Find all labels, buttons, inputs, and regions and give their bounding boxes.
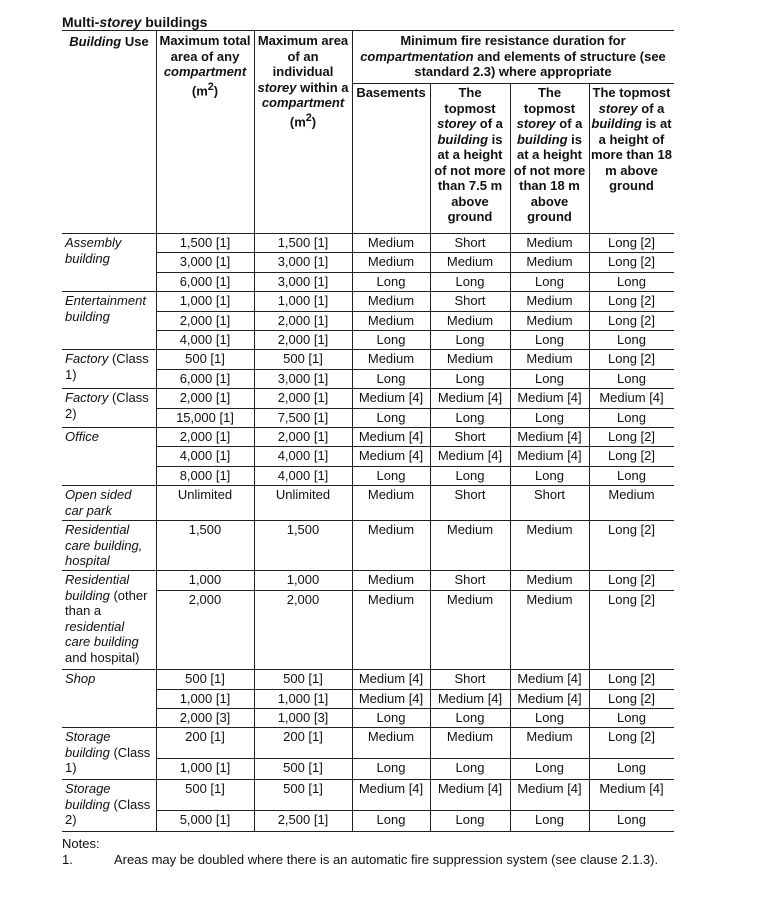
grid-line (156, 388, 157, 427)
grid-line (156, 520, 157, 570)
height-over-18m-cell: Long [2] (608, 448, 655, 463)
height-over-18m-cell: Medium (608, 487, 655, 502)
grid-line (156, 31, 157, 233)
grid-line (510, 485, 511, 520)
text-run: is at a height of not more than 7.5 m above ground (434, 131, 506, 224)
grid-line (589, 520, 590, 570)
basements-cell: Medium [4] (358, 691, 424, 706)
building-use-label (62, 669, 156, 727)
storey-area-cell: 500 [1] (283, 671, 323, 686)
height-18m-cell: Long (535, 710, 564, 725)
grid-line (430, 83, 431, 233)
height-7-5m-cell: Short (454, 235, 486, 250)
text-run: and hospital) (65, 649, 140, 665)
text-run: Storage building (65, 729, 111, 760)
text-run: ) (213, 82, 219, 98)
storey-area-cell: 3,000 [1] (277, 274, 329, 289)
height-over-18m-cell: Long [2] (608, 592, 655, 607)
height-18m-cell: Medium [4] (517, 448, 582, 463)
grid-line (510, 570, 511, 669)
basements-cell: Medium [4] (358, 390, 424, 405)
text-run: of a (555, 116, 583, 131)
grid-line (254, 233, 255, 291)
grid-line (589, 570, 590, 669)
note-item (62, 852, 702, 868)
height-over-18m-cell: Long [2] (608, 254, 655, 269)
grid-line (156, 669, 157, 727)
text-run: ) (311, 113, 317, 129)
text-run: The topmost (523, 85, 576, 116)
height-over-18m-cell: Long [2] (608, 235, 655, 250)
height-over-18m-cell: Long [2] (608, 572, 655, 587)
text-run: Maximum total area of any (159, 33, 251, 64)
page-title: Multi-storey buildings (62, 14, 208, 30)
storey-area-cell: 2,000 [1] (277, 429, 329, 444)
total-area-cell: 2,000 [1] (179, 390, 231, 405)
height-7-5m-cell: Medium (446, 522, 494, 537)
total-area-cell: 5,000 [1] (179, 812, 231, 827)
basements-cell: Long (376, 710, 406, 725)
grid-line (352, 570, 353, 669)
total-area-cell: 1,500 (188, 522, 222, 537)
grid-line (430, 233, 431, 291)
building-use-label (62, 779, 156, 831)
height-7-5m-cell: Medium [4] (437, 448, 503, 463)
height-over-18m-cell: Long [2] (608, 293, 655, 308)
height-over-18m-cell: Long (617, 812, 646, 827)
height-7-5m-cell: Long (455, 812, 485, 827)
grid-line (352, 779, 353, 831)
storey-area-cell: 3,000 [1] (277, 254, 329, 269)
text-run: is at a height of not more than 18 m above ground (513, 131, 586, 224)
storey-area-cell: 1,000 [3] (277, 710, 329, 725)
total-area-cell: Unlimited (177, 487, 233, 502)
total-area-cell: 1,000 (188, 572, 222, 587)
height-over-18m-cell: Long (617, 410, 646, 425)
text-run: Basements (356, 85, 426, 100)
grid-line (430, 727, 431, 779)
storey-area-cell: 1,500 [1] (277, 235, 329, 250)
building-use-label (62, 520, 156, 570)
grid-line (589, 727, 590, 779)
text-run: Shop (65, 671, 96, 686)
text-run: of a (476, 116, 503, 131)
height-18m-cell: Long (535, 410, 564, 425)
total-area-cell: 3,000 [1] (179, 254, 231, 269)
height-over-18m-cell: Long (617, 371, 646, 386)
grid-line (156, 727, 157, 779)
grid-line (589, 349, 590, 388)
text-run: (Class 2) (65, 390, 149, 421)
text-run: The topmost (444, 85, 496, 116)
grid-line (352, 485, 353, 520)
text-run: 2 (207, 80, 214, 93)
storey-area-cell: 2,000 [1] (277, 332, 329, 347)
grid-line (510, 388, 511, 427)
grid-line (156, 349, 157, 388)
grid-line (430, 779, 431, 831)
basements-cell: Medium (367, 235, 415, 250)
height-7-5m-cell: Medium (446, 351, 494, 366)
height-18m-cell: Medium (526, 293, 573, 308)
grid-line (430, 349, 431, 388)
grid-line (352, 727, 353, 779)
height-18m-cell: Medium [4] (517, 671, 582, 686)
grid-line (430, 520, 431, 570)
basements-cell: Medium [4] (358, 429, 424, 444)
total-area-cell: 4,000 [1] (179, 332, 231, 347)
height-7-5m-cell: Medium [4] (437, 390, 503, 405)
grid-line (352, 291, 353, 349)
grid-line (352, 349, 353, 388)
text-run: within a (296, 79, 349, 95)
text-run: Minimum fire resistance duration for (400, 33, 626, 48)
text-run: Entertainment building (65, 293, 146, 324)
total-area-cell: 15,000 [1] (176, 410, 234, 425)
text-run: building (437, 131, 489, 147)
text-run: compartment (261, 95, 345, 110)
total-area-cell: 2,000 [1] (179, 313, 231, 328)
grid-line (510, 83, 511, 233)
grid-line (352, 31, 353, 233)
text-run: Open sided car park (65, 487, 132, 518)
grid-line (510, 727, 511, 779)
height-18m-cell: Long (535, 760, 564, 775)
basements-cell: Medium (367, 254, 415, 269)
storey-area-cell: 1,000 (286, 572, 320, 587)
text-run: storey (257, 79, 297, 95)
grid-line (589, 669, 590, 727)
grid-line (430, 291, 431, 349)
basements-cell: Medium [4] (358, 671, 424, 686)
text-run: storey (437, 116, 477, 131)
height-18m-cell: Long (535, 274, 564, 289)
basements-cell: Medium (367, 522, 415, 537)
total-area-cell: 500 [1] (185, 351, 225, 366)
storey-area-cell: 2,500 [1] (277, 812, 329, 827)
storey-area-cell: 500 [1] (283, 781, 323, 796)
text-run: is at a height of more than 18 m above ground (591, 116, 672, 193)
height-18m-cell: Medium (526, 729, 573, 744)
basements-cell: Medium [4] (358, 448, 424, 463)
height-over-18m-cell: Long (617, 710, 646, 725)
height-18m-cell: Medium (526, 592, 573, 607)
basements-cell: Long (376, 274, 406, 289)
storey-area-cell: 3,000 [1] (277, 371, 329, 386)
text-run: of a (637, 100, 665, 116)
total-area-cell: 2,000 [3] (179, 710, 231, 725)
basements-cell: Long (376, 410, 406, 425)
building-use-label (62, 570, 156, 669)
text-run: (m (191, 82, 208, 98)
height-18m-cell: Medium (526, 522, 573, 537)
basements-cell: Long (376, 760, 406, 775)
notes-section (62, 836, 702, 868)
basements-cell: Medium (367, 729, 415, 744)
basements-cell: Medium (367, 351, 415, 366)
notes-heading: Notes: (62, 836, 100, 851)
grid-line (430, 427, 431, 485)
total-area-cell: 2,000 (188, 592, 222, 607)
text-run: Factory (65, 390, 109, 405)
height-18m-cell: Long (535, 371, 564, 386)
fire-resistance-table (62, 30, 674, 835)
height-18m-cell: Medium [4] (517, 781, 582, 796)
basements-cell: Medium (367, 592, 415, 607)
height-over-18m-cell: Medium [4] (599, 390, 664, 405)
height-7-5m-cell: Short (454, 429, 486, 444)
text-run: compartment (163, 64, 247, 79)
height-18m-cell: Short (533, 487, 566, 502)
height-over-18m-cell: Long (617, 332, 646, 347)
grid-line (62, 831, 674, 832)
text-run: storey (516, 116, 556, 131)
grid-line (430, 388, 431, 427)
grid-line (254, 520, 255, 570)
basements-cell: Medium (367, 487, 415, 502)
text-run: and elements of structure (see standard 2.3) where appropriate (414, 48, 666, 79)
grid-line (510, 779, 511, 831)
basements-cell: Medium [4] (358, 781, 424, 796)
height-18m-cell: Medium [4] (517, 390, 582, 405)
height-18m-cell: Medium (526, 235, 573, 250)
height-over-18m-cell: Long (617, 274, 646, 289)
text-run: Building (69, 34, 122, 49)
building-use-label (62, 485, 156, 520)
basements-cell: Long (376, 468, 406, 483)
column-header-height-over-18m (589, 83, 674, 233)
storey-area-cell: 2,000 (286, 592, 320, 607)
storey-area-cell: 2,000 [1] (277, 390, 329, 405)
text-run: The topmost (592, 85, 671, 100)
height-over-18m-cell: Long (617, 468, 646, 483)
grid-line (589, 233, 590, 291)
height-7-5m-cell: Long (455, 760, 485, 775)
grid-line (352, 520, 353, 570)
text-run: 2 (305, 111, 312, 124)
basements-cell: Long (376, 812, 406, 827)
storey-area-cell: 200 [1] (283, 729, 323, 744)
storey-area-cell: 7,500 [1] (277, 410, 329, 425)
grid-line (352, 427, 353, 485)
total-area-cell: 1,000 [1] (179, 691, 231, 706)
text-run: storey (598, 100, 638, 116)
basements-cell: Medium (367, 313, 415, 328)
height-over-18m-cell: Long [2] (608, 351, 655, 366)
height-7-5m-cell: Long (455, 371, 485, 386)
storey-area-cell: 1,000 [1] (277, 691, 329, 706)
building-use-label (62, 727, 156, 779)
basements-cell: Long (376, 371, 406, 386)
column-header-total-area (156, 31, 254, 233)
grid-line (156, 233, 157, 291)
grid-line (510, 427, 511, 485)
storey-area-cell: 500 [1] (283, 351, 323, 366)
height-7-5m-cell: Medium [4] (437, 781, 503, 796)
note-number: 1. (62, 852, 73, 867)
height-7-5m-cell: Short (454, 572, 486, 587)
document-page (62, 14, 674, 835)
total-area-cell: 1,500 [1] (179, 235, 231, 250)
grid-line (589, 779, 590, 831)
height-18m-cell: Long (535, 468, 564, 483)
height-7-5m-cell: Long (455, 710, 485, 725)
height-over-18m-cell: Long [2] (608, 522, 655, 537)
grid-line (156, 570, 157, 669)
column-header-height-18m (510, 83, 589, 233)
total-area-cell: 6,000 [1] (179, 371, 231, 386)
height-over-18m-cell: Long (617, 760, 646, 775)
building-use-label (62, 388, 156, 427)
text-run: Office (65, 429, 99, 444)
storey-area-cell: 1,000 [1] (277, 293, 329, 308)
height-18m-cell: Medium [4] (517, 691, 582, 706)
height-18m-cell: Medium (526, 313, 573, 328)
column-header-height-7-5m (430, 83, 510, 233)
height-7-5m-cell: Long (455, 468, 485, 483)
height-18m-cell: Medium [4] (517, 429, 582, 444)
height-7-5m-cell: Medium (446, 313, 494, 328)
grid-line (352, 388, 353, 427)
grid-line (510, 233, 511, 291)
height-7-5m-cell: Short (454, 487, 486, 502)
grid-line (589, 83, 590, 233)
text-run: compartmentation (360, 48, 474, 64)
total-area-cell: 2,000 [1] (179, 429, 231, 444)
total-area-cell: 1,000 [1] (179, 293, 231, 308)
grid-line (156, 427, 157, 485)
grid-line (589, 485, 590, 520)
grid-line (510, 349, 511, 388)
grid-line (589, 427, 590, 485)
height-7-5m-cell: Medium [4] (437, 691, 503, 706)
grid-line (510, 291, 511, 349)
height-over-18m-cell: Long [2] (608, 671, 655, 686)
text-run: Maximum area of an individual (257, 33, 349, 79)
text-run: (m (289, 113, 306, 129)
grid-line (156, 291, 157, 349)
height-18m-cell: Medium (526, 351, 573, 366)
text-run: building (591, 116, 642, 131)
height-over-18m-cell: Long [2] (608, 691, 655, 706)
height-7-5m-cell: Medium (446, 592, 494, 607)
text-run: Residential building (65, 572, 130, 603)
height-over-18m-cell: Medium [4] (599, 781, 664, 796)
height-over-18m-cell: Long [2] (608, 729, 655, 744)
grid-line (589, 388, 590, 427)
storey-area-cell: Unlimited (275, 487, 331, 502)
column-header-use (62, 31, 156, 233)
grid-line (254, 349, 255, 388)
total-area-cell: 4,000 [1] (179, 448, 231, 463)
grid-line (254, 291, 255, 349)
grid-line (254, 727, 255, 779)
storey-area-cell: 4,000 [1] (277, 448, 329, 463)
note-text: Areas may be doubled where there is an automatic fire suppression system (see clause 2.1.3). (114, 852, 659, 867)
grid-line (510, 669, 511, 727)
height-7-5m-cell: Medium (446, 729, 494, 744)
grid-line (254, 31, 255, 233)
height-7-5m-cell: Medium (446, 254, 494, 269)
basements-cell: Medium (367, 293, 415, 308)
storey-area-cell: 2,000 [1] (277, 313, 329, 328)
height-18m-cell: Medium (526, 572, 573, 587)
height-18m-cell: Medium (526, 254, 573, 269)
basements-cell: Long (376, 332, 406, 347)
height-18m-cell: Long (535, 812, 564, 827)
building-use-label (62, 233, 156, 291)
height-7-5m-cell: Long (455, 274, 485, 289)
grid-line (254, 570, 255, 669)
text-run: Assembly building (65, 235, 122, 266)
height-7-5m-cell: Long (455, 410, 485, 425)
height-7-5m-cell: Long (455, 332, 485, 347)
text-run: residential care building (65, 618, 139, 649)
grid-line (510, 520, 511, 570)
grid-line (589, 291, 590, 349)
storey-area-cell: 4,000 [1] (277, 468, 329, 483)
total-area-cell: 200 [1] (185, 729, 225, 744)
grid-line (156, 485, 157, 520)
text-run: building (516, 131, 568, 147)
grid-line (254, 485, 255, 520)
text-run: (Class 2) (65, 796, 151, 827)
building-use-label (62, 291, 156, 349)
grid-line (254, 388, 255, 427)
text-run: (other than a (65, 587, 148, 618)
storey-area-cell: 1,500 (286, 522, 320, 537)
text-run: (Class 1) (65, 351, 149, 382)
grid-line (352, 233, 353, 291)
grid-line (352, 669, 353, 727)
grid-line (254, 427, 255, 485)
total-area-cell: 500 [1] (185, 671, 225, 686)
total-area-cell: 8,000 [1] (179, 468, 231, 483)
basements-cell: Medium (367, 572, 415, 587)
grid-line (430, 669, 431, 727)
building-use-label (62, 349, 156, 388)
grid-line (254, 669, 255, 727)
text-run: Residential care building, hospital (65, 522, 143, 568)
text-run: Use (121, 34, 149, 49)
total-area-cell: 6,000 [1] (179, 274, 231, 289)
text-run: Factory (65, 351, 109, 366)
total-area-cell: 500 [1] (185, 781, 225, 796)
grid-line (254, 779, 255, 831)
height-7-5m-cell: Short (454, 671, 486, 686)
grid-line (430, 570, 431, 669)
column-header-basements (352, 83, 430, 233)
text-run: (Class 1) (65, 744, 151, 775)
total-area-cell: 1,000 [1] (179, 760, 231, 775)
text-run: Storage building (65, 781, 111, 812)
column-header-storey-area (254, 31, 352, 233)
grid-line (156, 779, 157, 831)
height-18m-cell: Long (535, 332, 564, 347)
column-header-group (352, 31, 674, 83)
height-over-18m-cell: Long [2] (608, 313, 655, 328)
storey-area-cell: 500 [1] (283, 760, 323, 775)
grid-line (352, 83, 674, 84)
height-7-5m-cell: Short (454, 293, 486, 308)
grid-line (430, 485, 431, 520)
height-over-18m-cell: Long [2] (608, 429, 655, 444)
building-use-label (62, 427, 156, 485)
